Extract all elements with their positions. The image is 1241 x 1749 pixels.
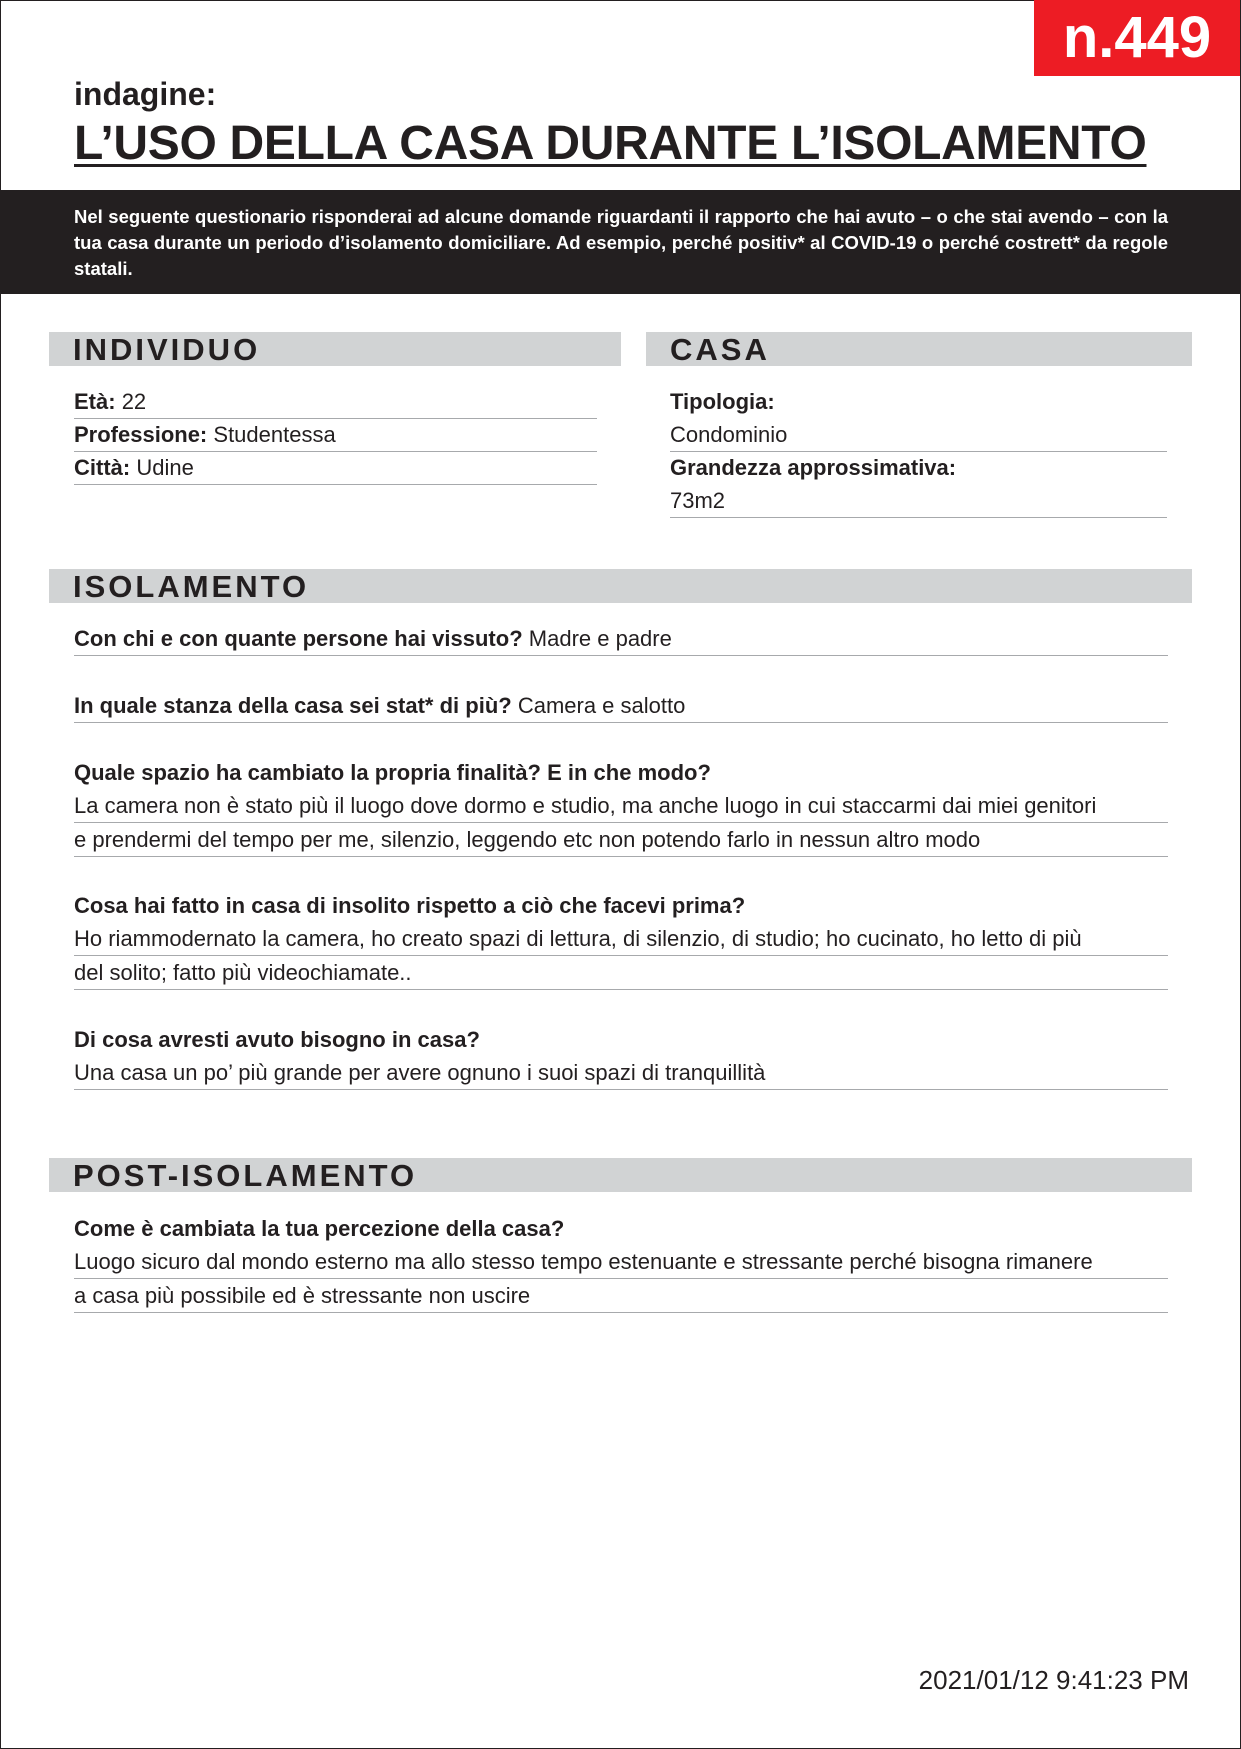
citta-value: Udine	[136, 455, 194, 480]
grandezza-label-text: Grandezza approssimativa:	[670, 455, 957, 480]
answer-1: Madre e padre	[528, 626, 672, 651]
field-professione	[74, 418, 597, 452]
section-post-header	[49, 1158, 1192, 1192]
grandezza-value: 73m2	[670, 484, 1167, 518]
section-isolamento-header	[49, 569, 1192, 603]
question-2	[74, 689, 1168, 723]
answer-4-line-2: del solito; fatto più videochiamate..	[74, 956, 1168, 990]
section-post-title: POST-ISOLAMENTO	[73, 1158, 418, 1193]
post-answer-1-line-2: a casa più possibile ed è stressante non uscire	[74, 1279, 1168, 1313]
answer-5-line-1: Una casa un po’ più grande per avere ognuno i suoi spazi di tranquillità	[74, 1056, 1168, 1090]
question-2-text: In quale stanza della casa sei stat* di più?	[74, 693, 512, 718]
section-individuo-header	[49, 332, 621, 366]
answer-5	[74, 1056, 1168, 1090]
page-title: L’USO DELLA CASA DURANTE L’ISOLAMENTO	[74, 117, 1147, 170]
answer-4	[74, 922, 1168, 990]
section-individuo-title: INDIVIDUO	[73, 332, 261, 367]
intro-line-3: o perché costrett* da regole statali.	[74, 232, 1168, 279]
section-isolamento-title: ISOLAMENTO	[73, 569, 310, 604]
intro-line-1: Nel seguente questionario risponderai ad alcune domande riguardanti il rapporto che hai avuto – o che stai	[74, 206, 1023, 227]
tipologia-label	[670, 385, 1167, 418]
question-4-text: Cosa hai fatto in casa di insolito rispetto a ciò che facevi prima?	[74, 893, 746, 918]
intro-text	[74, 204, 1168, 282]
survey-number-badge: n.449	[1034, 0, 1240, 76]
intro-banner	[0, 190, 1241, 294]
answer-3-line-2: e prendermi del tempo per me, silenzio, leggendo etc non potendo farlo in nessun altro modo	[74, 823, 1168, 857]
answer-3	[74, 789, 1168, 857]
eta-label: Età:	[74, 389, 116, 414]
post-question-1-text: Come è cambiata la tua percezione della casa?	[74, 1216, 565, 1241]
answer-3-line-1: La camera non è stato più il luogo dove dormo e studio, ma anche luogo in cui staccarmi dai miei genitori	[74, 789, 1168, 823]
citta-label: Città:	[74, 455, 131, 480]
answer-4-line-1: Ho riammodernato la camera, ho creato spazi di lettura, di silenzio, di studio; ho cucinato, ho letto di più	[74, 922, 1168, 956]
intro-line-2: avendo – con la tua casa durante un periodo d’isolamento domiciliare. Ad esempio, perché positiv* al COVID-19	[74, 206, 1169, 253]
timestamp: 2021/01/12 9:41:23 PM	[918, 1665, 1189, 1695]
post-answer-1	[74, 1245, 1168, 1313]
grandezza-label	[670, 451, 1167, 484]
professione-value: Studentessa	[213, 422, 336, 447]
professione-label: Professione:	[74, 422, 208, 447]
answer-2: Camera e salotto	[517, 693, 686, 718]
post-answer-1-line-1: Luogo sicuro dal mondo esterno ma allo stesso tempo estenuante e stressante perché bisogna rimanere	[74, 1245, 1168, 1279]
field-citta	[74, 451, 597, 485]
question-5-text: Di cosa avresti avuto bisogno in casa?	[74, 1027, 480, 1052]
question-3-text: Quale spazio ha cambiato la propria finalità? E in che modo?	[74, 760, 711, 785]
eta-value: 22	[121, 389, 147, 414]
question-1	[74, 622, 1168, 656]
header-kicker: indagine:	[74, 76, 217, 112]
tipologia-label-text: Tipologia:	[670, 389, 775, 414]
field-eta	[74, 385, 597, 419]
section-casa-title: CASA	[670, 332, 770, 367]
section-casa-header	[646, 332, 1192, 366]
question-1-text: Con chi e con quante persone hai vissuto?	[74, 626, 523, 651]
tipologia-value: Condominio	[670, 418, 1167, 452]
